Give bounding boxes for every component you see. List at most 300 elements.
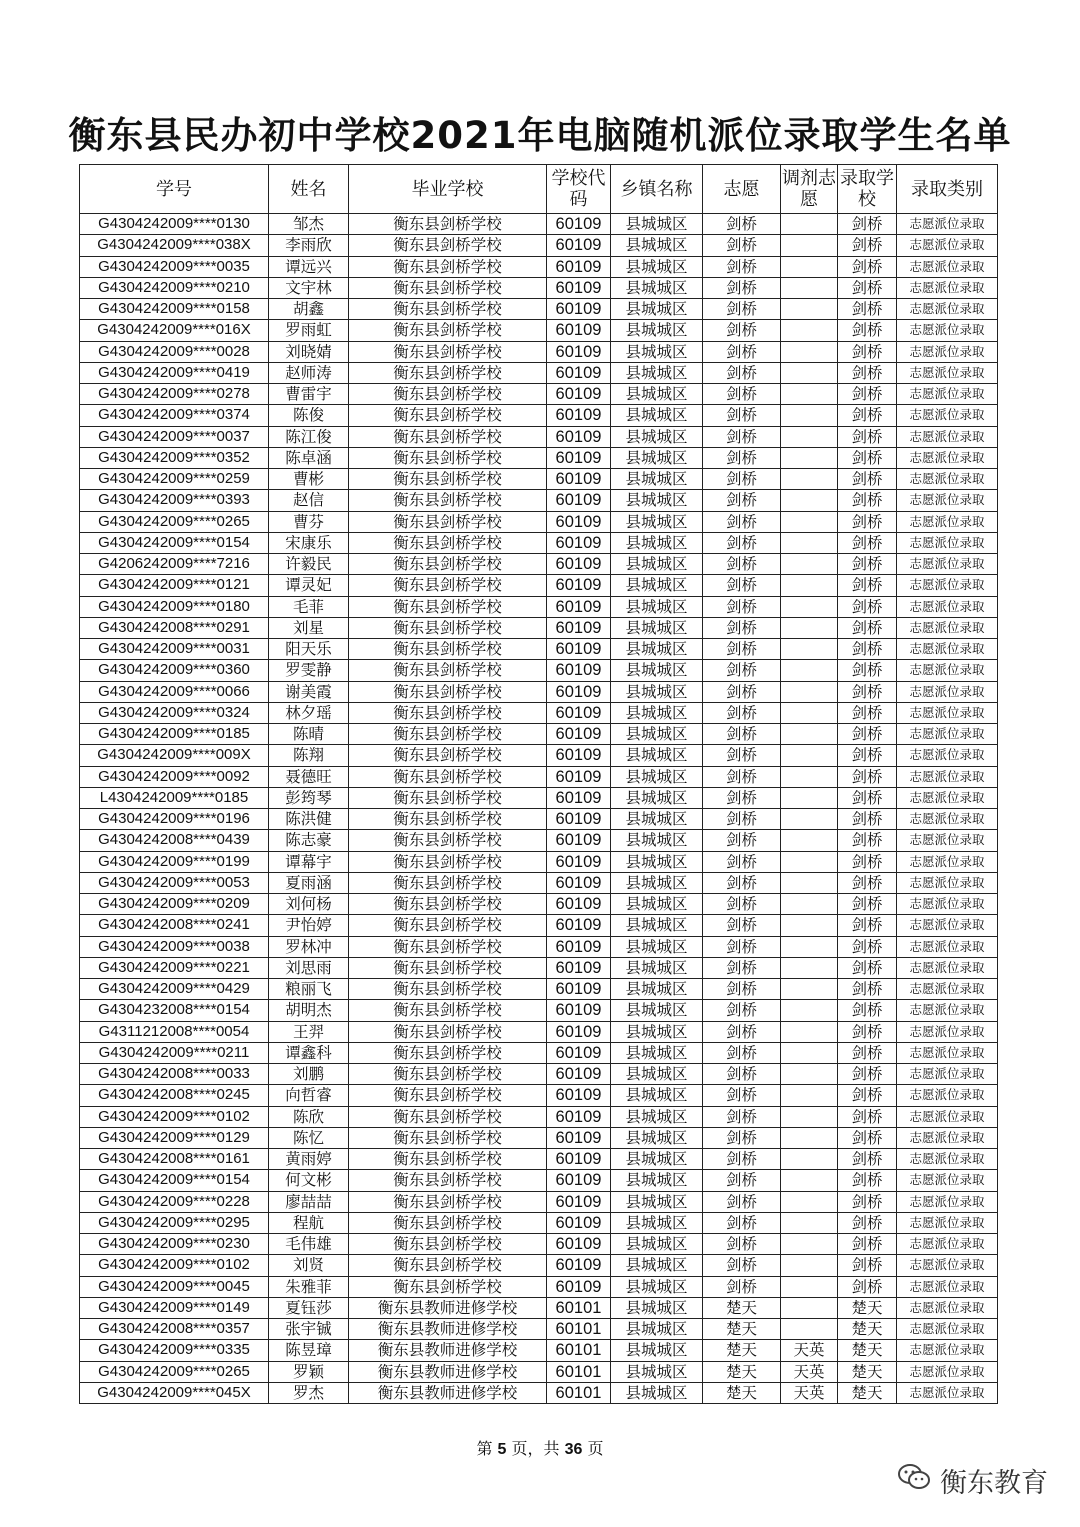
- cell-student-id: G4304242009****0211: [80, 1042, 269, 1063]
- table-row: [80, 1276, 998, 1297]
- cell-admitted-school: 剑桥: [838, 1149, 897, 1170]
- cell-graduation-school: 衡东县剑桥学校: [349, 511, 547, 532]
- cell-preference: 剑桥: [703, 660, 781, 681]
- cell-adjusted-preference: [781, 256, 838, 277]
- cell-student-name: 朱雅菲: [269, 1276, 349, 1297]
- cell-student-id: G4304242009****0129: [80, 1127, 269, 1148]
- cell-town-name: 县城城区: [611, 724, 703, 745]
- cell-adjusted-preference: [781, 1149, 838, 1170]
- cell-town-name: 县城城区: [611, 1106, 703, 1127]
- cell-student-name: 陈晴: [269, 724, 349, 745]
- cell-student-name: 邹杰: [269, 214, 349, 235]
- cell-student-name: 刘晓婧: [269, 341, 349, 362]
- cell-town-name: 县城城区: [611, 915, 703, 936]
- table-row: [80, 830, 998, 851]
- cell-school-code: 60109: [547, 469, 611, 490]
- cell-admission-type: 志愿派位录取: [897, 214, 998, 235]
- cell-admitted-school: 剑桥: [838, 490, 897, 511]
- cell-admission-type: 志愿派位录取: [897, 1085, 998, 1106]
- cell-school-code: 60109: [547, 660, 611, 681]
- cell-preference: 剑桥: [703, 894, 781, 915]
- cell-adjusted-preference: [781, 1106, 838, 1127]
- cell-student-id: G4304242009****0324: [80, 702, 269, 723]
- cell-preference: 剑桥: [703, 936, 781, 957]
- cell-adjusted-preference: [781, 979, 838, 1000]
- cell-preference: 剑桥: [703, 957, 781, 978]
- cell-town-name: 县城城区: [611, 277, 703, 298]
- page-title: 衡东县民办初中学校2021年电脑随机派位录取学生名单: [68, 114, 1012, 157]
- cell-graduation-school: 衡东县剑桥学校: [349, 851, 547, 872]
- cell-student-id: G4304242009****0037: [80, 426, 269, 447]
- cell-adjusted-preference: [781, 639, 838, 660]
- cell-student-id: G4304242009****0154: [80, 1170, 269, 1191]
- cell-admitted-school: 剑桥: [838, 362, 897, 383]
- cell-adjusted-preference: [781, 596, 838, 617]
- cell-adjusted-preference: [781, 341, 838, 362]
- cell-preference: 剑桥: [703, 724, 781, 745]
- cell-student-id: L4304242009****0185: [80, 787, 269, 808]
- cell-student-id: G4304242009****009X: [80, 745, 269, 766]
- table-row: [80, 1361, 998, 1382]
- cell-admitted-school: 楚天: [838, 1361, 897, 1382]
- cell-school-code: 60109: [547, 362, 611, 383]
- cell-student-name: 廖喆喆: [269, 1191, 349, 1212]
- cell-school-code: 60101: [547, 1382, 611, 1403]
- cell-school-code: 60109: [547, 1000, 611, 1021]
- cell-student-name: 粮丽飞: [269, 979, 349, 1000]
- cell-preference: 剑桥: [703, 1234, 781, 1255]
- cell-school-code: 60109: [547, 1191, 611, 1212]
- cell-student-name: 陈江俊: [269, 426, 349, 447]
- table-row: [80, 532, 998, 553]
- table-row: [80, 490, 998, 511]
- cell-admission-type: 志愿派位录取: [897, 1064, 998, 1085]
- cell-town-name: 县城城区: [611, 405, 703, 426]
- cell-school-code: 60109: [547, 490, 611, 511]
- cell-adjusted-preference: [781, 1000, 838, 1021]
- cell-adjusted-preference: 天英: [781, 1382, 838, 1403]
- table-row: [80, 426, 998, 447]
- cell-admitted-school: 剑桥: [838, 1170, 897, 1191]
- cell-admission-type: 志愿派位录取: [897, 724, 998, 745]
- table-row: [80, 957, 998, 978]
- cell-student-id: G4304242008****0033: [80, 1064, 269, 1085]
- table-row: [80, 1234, 998, 1255]
- cell-graduation-school: 衡东县剑桥学校: [349, 936, 547, 957]
- cell-admission-type: 志愿派位录取: [897, 1382, 998, 1403]
- cell-student-id: G4304242009****0335: [80, 1340, 269, 1361]
- cell-school-code: 60109: [547, 787, 611, 808]
- cell-student-id: G4304242009****0196: [80, 809, 269, 830]
- table-row: [80, 1064, 998, 1085]
- cell-graduation-school: 衡东县教师进修学校: [349, 1319, 547, 1340]
- cell-admitted-school: 剑桥: [838, 1085, 897, 1106]
- cell-graduation-school: 衡东县剑桥学校: [349, 1212, 547, 1233]
- table-row: [80, 575, 998, 596]
- cell-student-name: 刘星: [269, 617, 349, 638]
- cell-admitted-school: 剑桥: [838, 745, 897, 766]
- cell-admitted-school: 剑桥: [838, 554, 897, 575]
- cell-student-name: 毛伟雄: [269, 1234, 349, 1255]
- table-row: [80, 554, 998, 575]
- table-row: [80, 384, 998, 405]
- wechat-icon: [896, 1462, 932, 1499]
- cell-town-name: 县城城区: [611, 1255, 703, 1276]
- table-row: [80, 405, 998, 426]
- cell-town-name: 县城城区: [611, 362, 703, 383]
- cell-school-code: 60109: [547, 277, 611, 298]
- cell-town-name: 县城城区: [611, 936, 703, 957]
- cell-admission-type: 志愿派位录取: [897, 341, 998, 362]
- cell-school-code: 60109: [547, 1085, 611, 1106]
- cell-town-name: 县城城区: [611, 532, 703, 553]
- cell-admitted-school: 剑桥: [838, 235, 897, 256]
- header-preference: 志愿: [703, 165, 781, 214]
- table-row: [80, 214, 998, 235]
- cell-admitted-school: 剑桥: [838, 1064, 897, 1085]
- cell-student-id: G4304242009****0053: [80, 872, 269, 893]
- cell-admission-type: 志愿派位录取: [897, 617, 998, 638]
- cell-admission-type: 志愿派位录取: [897, 362, 998, 383]
- cell-admission-type: 志愿派位录取: [897, 1149, 998, 1170]
- cell-admitted-school: 剑桥: [838, 320, 897, 341]
- cell-school-code: 60101: [547, 1297, 611, 1318]
- cell-preference: 剑桥: [703, 277, 781, 298]
- cell-preference: 剑桥: [703, 681, 781, 702]
- cell-student-id: G4304242008****0161: [80, 1149, 269, 1170]
- cell-school-code: 60109: [547, 596, 611, 617]
- cell-admission-type: 志愿派位录取: [897, 511, 998, 532]
- cell-student-name: 谭幕宇: [269, 851, 349, 872]
- cell-preference: 剑桥: [703, 1106, 781, 1127]
- table-row: [80, 1106, 998, 1127]
- cell-preference: 剑桥: [703, 851, 781, 872]
- cell-town-name: 县城城区: [611, 1212, 703, 1233]
- cell-preference: 剑桥: [703, 1255, 781, 1276]
- cell-town-name: 县城城区: [611, 745, 703, 766]
- table-row: [80, 724, 998, 745]
- cell-school-code: 60109: [547, 851, 611, 872]
- cell-preference: 剑桥: [703, 447, 781, 468]
- cell-school-code: 60109: [547, 426, 611, 447]
- cell-adjusted-preference: [781, 426, 838, 447]
- cell-student-name: 宋康乐: [269, 532, 349, 553]
- cell-student-id: G4304242009****0102: [80, 1255, 269, 1276]
- cell-admitted-school: 剑桥: [838, 787, 897, 808]
- cell-school-code: 60109: [547, 830, 611, 851]
- cell-adjusted-preference: [781, 1191, 838, 1212]
- cell-adjusted-preference: [781, 277, 838, 298]
- cell-student-id: G4304242009****0154: [80, 532, 269, 553]
- cell-graduation-school: 衡东县剑桥学校: [349, 787, 547, 808]
- cell-graduation-school: 衡东县剑桥学校: [349, 341, 547, 362]
- cell-admitted-school: 剑桥: [838, 447, 897, 468]
- cell-student-name: 何文彬: [269, 1170, 349, 1191]
- cell-adjusted-preference: [781, 1234, 838, 1255]
- cell-graduation-school: 衡东县剑桥学校: [349, 362, 547, 383]
- cell-student-name: 陈欣: [269, 1106, 349, 1127]
- cell-student-id: G4304242009****0149: [80, 1297, 269, 1318]
- cell-student-id: G4304242009****0228: [80, 1191, 269, 1212]
- cell-graduation-school: 衡东县剑桥学校: [349, 617, 547, 638]
- cell-student-name: 曹芬: [269, 511, 349, 532]
- cell-student-id: G4304242008****0357: [80, 1319, 269, 1340]
- table-row: [80, 1149, 998, 1170]
- cell-graduation-school: 衡东县剑桥学校: [349, 830, 547, 851]
- cell-student-id: G4304242008****0245: [80, 1085, 269, 1106]
- cell-graduation-school: 衡东县剑桥学校: [349, 384, 547, 405]
- cell-adjusted-preference: [781, 575, 838, 596]
- cell-preference: 剑桥: [703, 1191, 781, 1212]
- cell-student-name: 陈卓涵: [269, 447, 349, 468]
- cell-graduation-school: 衡东县剑桥学校: [349, 1170, 547, 1191]
- total-pages: 36: [564, 1441, 583, 1458]
- cell-school-code: 60109: [547, 639, 611, 660]
- cell-town-name: 县城城区: [611, 214, 703, 235]
- cell-town-name: 县城城区: [611, 872, 703, 893]
- cell-town-name: 县城城区: [611, 1382, 703, 1403]
- cell-student-id: G4304242009****0352: [80, 447, 269, 468]
- cell-adjusted-preference: [781, 299, 838, 320]
- cell-adjusted-preference: [781, 957, 838, 978]
- table-row: [80, 1297, 998, 1318]
- cell-town-name: 县城城区: [611, 766, 703, 787]
- cell-school-code: 60101: [547, 1319, 611, 1340]
- cell-graduation-school: 衡东县教师进修学校: [349, 1340, 547, 1361]
- table-row: [80, 745, 998, 766]
- table-row: [80, 299, 998, 320]
- cell-adjusted-preference: [781, 702, 838, 723]
- cell-student-name: 向哲睿: [269, 1085, 349, 1106]
- cell-school-code: 60109: [547, 1212, 611, 1233]
- cell-student-name: 陈洪健: [269, 809, 349, 830]
- cell-adjusted-preference: [781, 1170, 838, 1191]
- cell-preference: 楚天: [703, 1361, 781, 1382]
- cell-student-name: 谭鑫科: [269, 1042, 349, 1063]
- cell-town-name: 县城城区: [611, 1276, 703, 1297]
- cell-town-name: 县城城区: [611, 256, 703, 277]
- cell-town-name: 县城城区: [611, 1319, 703, 1340]
- cell-school-code: 60109: [547, 724, 611, 745]
- cell-school-code: 60109: [547, 745, 611, 766]
- cell-student-name: 曹彬: [269, 469, 349, 490]
- table-row: [80, 596, 998, 617]
- cell-adjusted-preference: [781, 235, 838, 256]
- cell-admission-type: 志愿派位录取: [897, 1297, 998, 1318]
- cell-graduation-school: 衡东县教师进修学校: [349, 1361, 547, 1382]
- cell-student-name: 罗雯静: [269, 660, 349, 681]
- cell-town-name: 县城城区: [611, 894, 703, 915]
- cell-student-name: 张宇铖: [269, 1319, 349, 1340]
- cell-town-name: 县城城区: [611, 554, 703, 575]
- cell-admission-type: 志愿派位录取: [897, 1127, 998, 1148]
- cell-graduation-school: 衡东县剑桥学校: [349, 1064, 547, 1085]
- cell-admitted-school: 楚天: [838, 1319, 897, 1340]
- cell-town-name: 县城城区: [611, 830, 703, 851]
- table-row: [80, 1319, 998, 1340]
- cell-admitted-school: 剑桥: [838, 575, 897, 596]
- table-row: [80, 256, 998, 277]
- cell-admitted-school: 剑桥: [838, 1106, 897, 1127]
- cell-preference: 剑桥: [703, 469, 781, 490]
- table-row: [80, 936, 998, 957]
- table-row: [80, 809, 998, 830]
- cell-adjusted-preference: [781, 1042, 838, 1063]
- cell-school-code: 60109: [547, 1127, 611, 1148]
- cell-graduation-school: 衡东县剑桥学校: [349, 681, 547, 702]
- cell-school-code: 60109: [547, 1064, 611, 1085]
- cell-town-name: 县城城区: [611, 809, 703, 830]
- table-body: [80, 214, 998, 1404]
- cell-admission-type: 志愿派位录取: [897, 1255, 998, 1276]
- cell-town-name: 县城城区: [611, 787, 703, 808]
- cell-town-name: 县城城区: [611, 957, 703, 978]
- cell-town-name: 县城城区: [611, 384, 703, 405]
- cell-preference: 剑桥: [703, 1064, 781, 1085]
- cell-student-id: G4304242009****0092: [80, 766, 269, 787]
- cell-adjusted-preference: [781, 1085, 838, 1106]
- cell-adjusted-preference: 天英: [781, 1361, 838, 1382]
- cell-admitted-school: 剑桥: [838, 851, 897, 872]
- cell-student-name: 聂德旺: [269, 766, 349, 787]
- cell-student-name: 文宇林: [269, 277, 349, 298]
- admission-table: [79, 164, 998, 1404]
- cell-preference: 剑桥: [703, 787, 781, 808]
- cell-admitted-school: 剑桥: [838, 426, 897, 447]
- cell-student-id: G4304242009****0419: [80, 362, 269, 383]
- cell-student-id: G4304242009****0102: [80, 1106, 269, 1127]
- cell-admission-type: 志愿派位录取: [897, 1361, 998, 1382]
- cell-school-code: 60109: [547, 702, 611, 723]
- cell-admitted-school: 剑桥: [838, 532, 897, 553]
- cell-school-code: 60109: [547, 532, 611, 553]
- cell-graduation-school: 衡东县剑桥学校: [349, 299, 547, 320]
- table-row: [80, 1191, 998, 1212]
- cell-graduation-school: 衡东县剑桥学校: [349, 320, 547, 341]
- table-row: [80, 341, 998, 362]
- cell-preference: 剑桥: [703, 1170, 781, 1191]
- cell-student-id: G4304242009****0278: [80, 384, 269, 405]
- cell-admission-type: 志愿派位录取: [897, 660, 998, 681]
- cell-admitted-school: 剑桥: [838, 639, 897, 660]
- cell-preference: 剑桥: [703, 235, 781, 256]
- cell-town-name: 县城城区: [611, 596, 703, 617]
- cell-student-id: G4206242009****7216: [80, 554, 269, 575]
- cell-town-name: 县城城区: [611, 1361, 703, 1382]
- cell-admission-type: 志愿派位录取: [897, 1021, 998, 1042]
- cell-preference: 剑桥: [703, 639, 781, 660]
- cell-admission-type: 志愿派位录取: [897, 979, 998, 1000]
- header-student-id: 学号: [80, 165, 269, 214]
- cell-admitted-school: 剑桥: [838, 405, 897, 426]
- cell-admitted-school: 剑桥: [838, 979, 897, 1000]
- cell-student-name: 胡鑫: [269, 299, 349, 320]
- cell-preference: 剑桥: [703, 766, 781, 787]
- cell-adjusted-preference: [781, 384, 838, 405]
- cell-student-name: 罗雨虹: [269, 320, 349, 341]
- cell-student-name: 谭灵妃: [269, 575, 349, 596]
- table-row: [80, 1382, 998, 1403]
- cell-admitted-school: 剑桥: [838, 1276, 897, 1297]
- cell-admitted-school: 剑桥: [838, 469, 897, 490]
- cell-preference: 剑桥: [703, 872, 781, 893]
- cell-admission-type: 志愿派位录取: [897, 1276, 998, 1297]
- cell-admission-type: 志愿派位录取: [897, 1170, 998, 1191]
- cell-graduation-school: 衡东县剑桥学校: [349, 1000, 547, 1021]
- cell-student-name: 陈昱璋: [269, 1340, 349, 1361]
- cell-student-id: G4304242009****0180: [80, 596, 269, 617]
- cell-admitted-school: 剑桥: [838, 596, 897, 617]
- cell-student-name: 陈忆: [269, 1127, 349, 1148]
- cell-graduation-school: 衡东县剑桥学校: [349, 1085, 547, 1106]
- table-row: [80, 851, 998, 872]
- cell-student-id: G4304242009****0221: [80, 957, 269, 978]
- cell-student-id: G4304242009****0360: [80, 660, 269, 681]
- cell-student-id: G4304242009****0121: [80, 575, 269, 596]
- cell-town-name: 县城城区: [611, 1127, 703, 1148]
- cell-adjusted-preference: [781, 554, 838, 575]
- cell-town-name: 县城城区: [611, 1297, 703, 1318]
- cell-adjusted-preference: [781, 915, 838, 936]
- cell-preference: 剑桥: [703, 830, 781, 851]
- table-header-row: [80, 165, 998, 214]
- cell-preference: 剑桥: [703, 384, 781, 405]
- cell-admission-type: 志愿派位录取: [897, 1234, 998, 1255]
- cell-preference: 剑桥: [703, 596, 781, 617]
- cell-adjusted-preference: [781, 766, 838, 787]
- cell-town-name: 县城城区: [611, 660, 703, 681]
- cell-graduation-school: 衡东县剑桥学校: [349, 915, 547, 936]
- watermark-text: 衡东教育: [940, 1467, 1048, 1499]
- cell-student-name: 许毅民: [269, 554, 349, 575]
- cell-town-name: 县城城区: [611, 1085, 703, 1106]
- cell-graduation-school: 衡东县剑桥学校: [349, 256, 547, 277]
- cell-student-name: 王羿: [269, 1021, 349, 1042]
- cell-preference: 剑桥: [703, 214, 781, 235]
- cell-preference: 剑桥: [703, 1212, 781, 1233]
- cell-school-code: 60101: [547, 1340, 611, 1361]
- cell-student-id: G4311212008****0054: [80, 1021, 269, 1042]
- cell-admitted-school: 剑桥: [838, 1234, 897, 1255]
- cell-graduation-school: 衡东县剑桥学校: [349, 554, 547, 575]
- cell-student-name: 尹怡婷: [269, 915, 349, 936]
- cell-town-name: 县城城区: [611, 575, 703, 596]
- cell-student-id: G4304242009****0185: [80, 724, 269, 745]
- cell-student-id: G4304242009****045X: [80, 1382, 269, 1403]
- cell-admitted-school: 剑桥: [838, 830, 897, 851]
- cell-admitted-school: 剑桥: [838, 341, 897, 362]
- footer-prefix: 第: [476, 1439, 493, 1458]
- cell-graduation-school: 衡东县剑桥学校: [349, 214, 547, 235]
- cell-town-name: 县城城区: [611, 490, 703, 511]
- cell-admission-type: 志愿派位录取: [897, 426, 998, 447]
- cell-graduation-school: 衡东县剑桥学校: [349, 766, 547, 787]
- cell-town-name: 县城城区: [611, 1021, 703, 1042]
- cell-admission-type: 志愿派位录取: [897, 1106, 998, 1127]
- cell-preference: 楚天: [703, 1340, 781, 1361]
- cell-town-name: 县城城区: [611, 851, 703, 872]
- cell-adjusted-preference: [781, 617, 838, 638]
- cell-school-code: 60109: [547, 979, 611, 1000]
- cell-admission-type: 志愿派位录取: [897, 405, 998, 426]
- cell-student-id: G4304242009****0035: [80, 256, 269, 277]
- cell-admission-type: 志愿派位录取: [897, 809, 998, 830]
- cell-adjusted-preference: 天英: [781, 1340, 838, 1361]
- cell-student-name: 罗杰: [269, 1382, 349, 1403]
- cell-admitted-school: 楚天: [838, 1340, 897, 1361]
- cell-admission-type: 志愿派位录取: [897, 277, 998, 298]
- cell-student-name: 陈志豪: [269, 830, 349, 851]
